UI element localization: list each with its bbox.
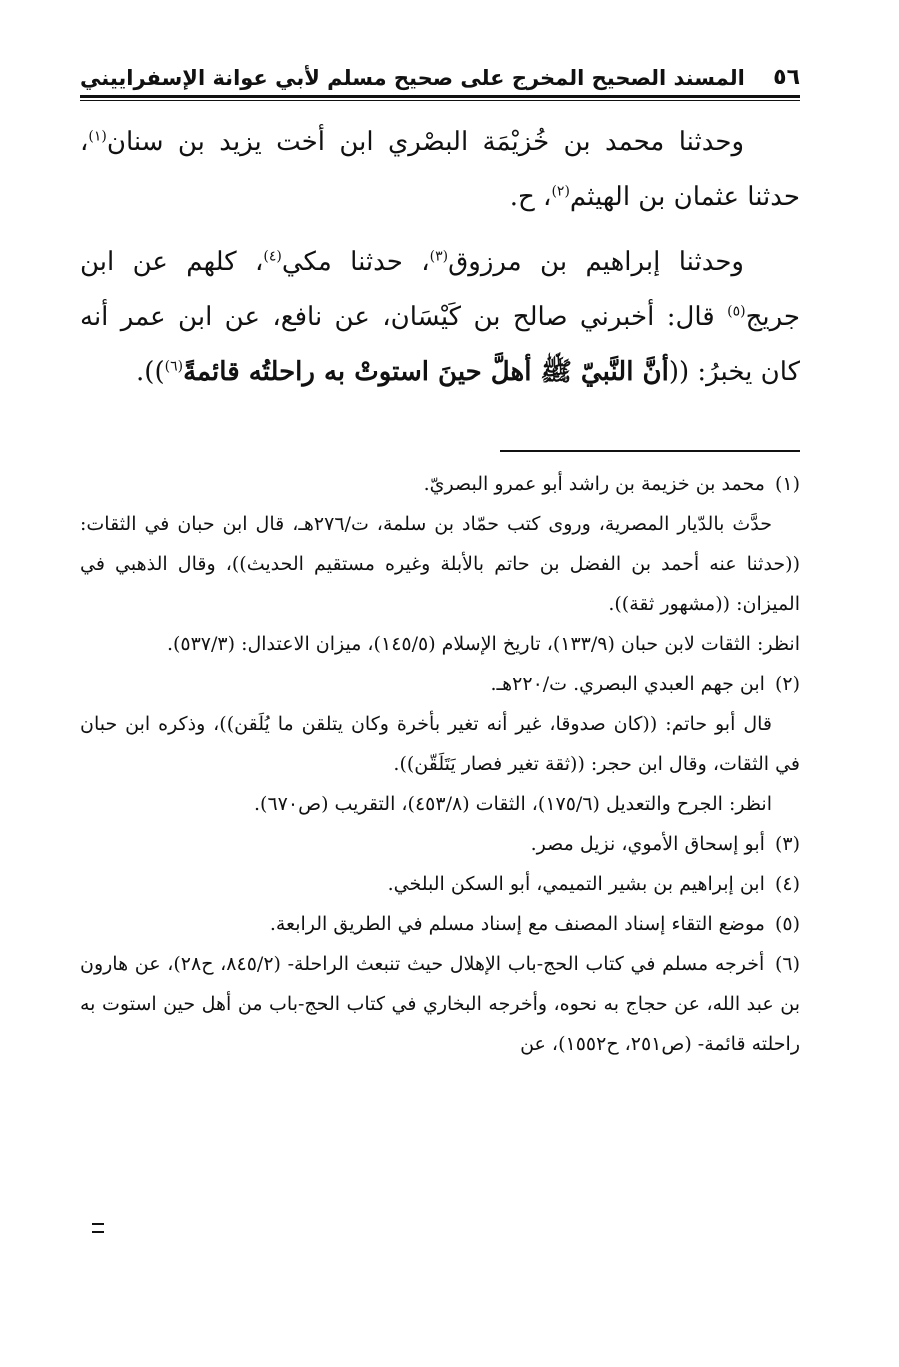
paragraph-2-part-b: ، حدثنا مكي	[281, 247, 430, 277]
footnote-5-number: (٥)	[774, 913, 800, 935]
footnote-ref-3: (٣)	[429, 248, 449, 265]
footnote-4-text: ابن إبراهيم بن بشير التميمي، أبو السكن البلخي.	[387, 873, 765, 895]
footnote-ref-2: (٢)	[551, 183, 570, 200]
footnote-2-sources: انظر: الجرح والتعديل (١٧٥/٦)، الثقات (٤٥٣/٨)، التقريب (ص٦٧٠).	[254, 793, 772, 815]
footnote-ref-1: (١)	[88, 128, 107, 145]
footnote-3-number: (٣)	[774, 833, 800, 855]
running-title: المسند الصحيح المخرج على صحيح مسلم لأبي عوانة الإسفراييني	[80, 66, 745, 90]
footnote-3	[80, 824, 800, 864]
footnote-ref-5: (٥)	[727, 303, 746, 320]
footnote-1-detail: حدَّث بالدّيار المصرية، وروى كتب حمّاد بن سلمة، ت/٢٧٦هـ، قال ابن حبان في الثقات: ((حدثنا عنه أحمد بن الفضل بن حاتم بالأبلة وغيره مستقيم الحديث))، وقال الذهبي في الميزان: ((مشهور ثقة)).	[80, 513, 800, 615]
paragraph-1	[80, 115, 800, 225]
footnote-2	[80, 664, 800, 704]
header-rule-thin	[80, 100, 800, 101]
footnote-1-text: محمد بن خزيمة بن راشد أبو عمرو البصريّ.	[423, 473, 765, 495]
footnote-5-text: موضع التقاء إسناد المصنف مع إسناد مسلم في الطريق الرابعة.	[269, 913, 765, 935]
footnote-2-detail: قال أبو حاتم: ((كان صدوقا، غير أنه تغير بأخرة وكان يتلقن ما يُلَقن))، وذكره ابن حبان في الثقات، وقال ابن حجر: ((ثقة تغير فصار يَتَلَقّن)).	[80, 713, 800, 775]
footnotes	[80, 464, 800, 1064]
paragraph-1-part-b: ، حدثنا عثمان بن الهيثم	[80, 127, 800, 212]
book-page	[80, 56, 800, 1064]
footnote-1-sources: انظر: الثقات لابن حبان (١٣٣/٩)، تاريخ الإسلام (١٤٥/٥)، ميزان الاعتدال: (٥٣٧/٣).	[166, 633, 800, 655]
footnote-ref-6: (٦)	[164, 358, 184, 375]
footnote-1-number: (١)	[774, 473, 800, 495]
hadith-text: أنَّ النَّبيّ ﷺ أهلَّ حينَ استوتْ به راحلتُه قائمةً	[183, 357, 669, 387]
footnote-6-number: (٦)	[774, 953, 800, 975]
footnote-1	[80, 464, 800, 504]
footnote-5	[80, 904, 800, 944]
paragraph-2-part-e: )).	[136, 357, 165, 387]
footnote-ref-4: (٤)	[263, 248, 282, 265]
page-number: ٥٦	[773, 65, 800, 90]
main-text	[80, 115, 800, 400]
footnote-4	[80, 864, 800, 904]
footnote-2-number: (٢)	[774, 673, 800, 695]
footnote-3-text: أبو إسحاق الأموي، نزيل مصر.	[530, 833, 765, 855]
continuation-mark	[92, 1223, 104, 1233]
footnote-6-text: أخرجه مسلم في كتاب الحج-باب الإهلال حيث تنبعث الراحلة- (٨٤٥/٢، ح٢٨)، عن هارون بن عبد الله، عن حجاج به نحوه، وأخرجه البخاري في كتاب الحج-باب من أهل حين استوت به راحلته قائمة- (ص٢٥١، ح١٥٥٢)، عن	[80, 953, 800, 1055]
paragraph-2-part-d: قال: أخبرني صالح بن كَيْسَان، عن نافع، عن ابن عمر أنه كان يخبرُ: ((	[80, 302, 800, 387]
paragraph-2-part-c: ، كلهم عن ابن جريج	[80, 247, 800, 332]
paragraph-1-part-c: ، ح.	[509, 182, 552, 212]
paragraph-2	[80, 235, 800, 400]
page-header	[80, 56, 800, 90]
footnote-6	[80, 944, 800, 1064]
footnote-2-text: ابن جهم العبدي البصري. ت/٢٢٠هـ.	[490, 673, 765, 695]
header-rule	[80, 95, 800, 98]
footnote-separator	[500, 450, 800, 452]
paragraph-2-part-a: وحدثنا إبراهيم بن مرزوق	[448, 247, 744, 277]
footnote-4-number: (٤)	[774, 873, 800, 895]
paragraph-1-part-a: وحدثنا محمد بن خُزيْمَة البصْري ابن أخت يزيد بن سنان	[106, 127, 744, 157]
